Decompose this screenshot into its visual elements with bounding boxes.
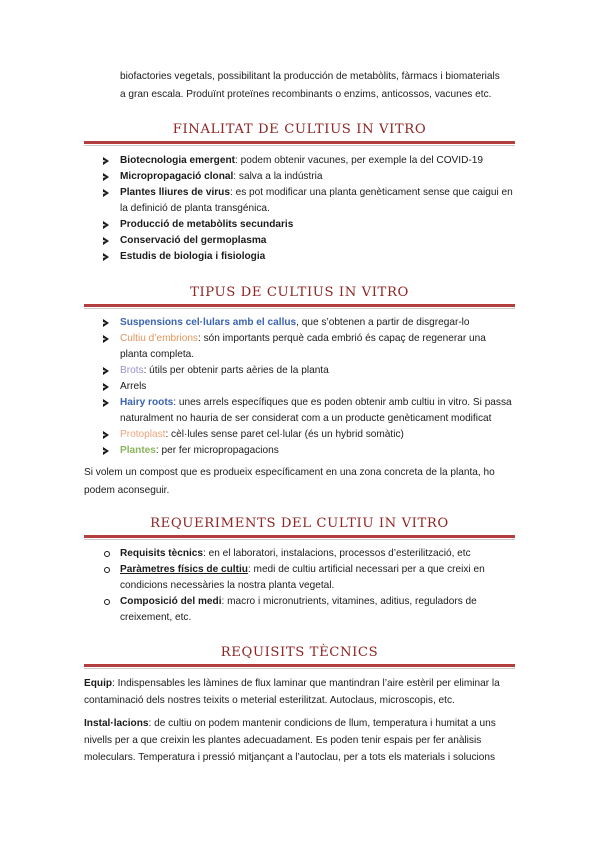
arrow-bullet-icon — [103, 383, 109, 391]
intro-line-2: a gran escala. Produïnt proteïnes recombinants o enzims, anticossos, vacunes etc. — [120, 89, 492, 100]
arrow-bullet-icon — [103, 237, 109, 245]
item-text: , que s’obtenen a partir de disgregar-lo — [296, 317, 470, 328]
arrow-bullet-icon — [103, 173, 109, 181]
item-text: : cèl·lules sense paret cel·lular (és un hybrid somàtic) — [165, 429, 404, 440]
intro-line-1: biofactories vegetals, possibilitant la producción de metabòlits, fàrmacs i biomaterials — [120, 71, 500, 82]
item-text-cont: condicions necessàries la nostra planta vegetal. — [120, 580, 335, 591]
item-label: Cultiu d’embrions — [120, 333, 198, 344]
arrow-bullet-icon — [103, 335, 109, 343]
arrow-bullet-icon — [103, 447, 109, 455]
inst-line-3: moleculars. Temperatura i pressió mitjançant a l’autoclau, per a tots els materials i solucions — [84, 752, 496, 763]
item-text: : salva a la indústria — [233, 171, 323, 182]
item-text: : medi de cultiu artificial necessari per a que creixi en — [247, 564, 485, 575]
item-text: : es pot modificar una planta genèticament sense que caigui en — [229, 187, 513, 198]
item-label: Arrels — [120, 381, 147, 392]
item-label: Brots — [120, 365, 144, 376]
inst-label: Instal·lacions — [84, 718, 149, 729]
equip-text: : Indispensables les làmines de flux laminar que mantindran l’aire estèril per eliminar la — [112, 678, 500, 689]
arrow-bullet-icon — [103, 367, 109, 375]
item-text: : macro i micronutrients, vitamines, aditius, reguladors de — [221, 596, 477, 607]
inst-text: : de cultiu on podem mantenir condicions de llum, temperatura i humitat a uns — [148, 718, 496, 729]
paragraph-line: podem aconseguir. — [84, 485, 170, 496]
arrow-bullet-icon — [103, 253, 109, 261]
inst-line-1 — [84, 717, 496, 731]
heading-rule — [84, 664, 515, 667]
item-text: : en el laboratori, instalacions, processos d’esterilització, etc — [203, 548, 471, 559]
item-label: Paràmetres físics de cultiu — [120, 564, 248, 575]
item-text-cont: planta completa. — [120, 349, 195, 360]
item-text: : podem obtenir vacunes, per exemple la del COVID-19 — [234, 155, 483, 166]
item-label: Estudis de biologia i fisiologia — [120, 251, 266, 262]
heading-requeriments: REQUERIMENTS DEL CULTIU IN VITRO — [150, 516, 449, 531]
heading-finalitat: FINALITAT DE CULTIUS IN VITRO — [172, 122, 427, 137]
item-text: : per fer micropropagacions — [155, 445, 279, 456]
heading-rule — [84, 304, 515, 307]
item-label: Suspensions cel·lulars amb el callus — [120, 317, 297, 328]
equip-line-1 — [84, 677, 500, 691]
item-text: : són importants perquè cada embrió és capaç de regenerar una — [197, 333, 486, 344]
item-text: : unes arrels específiques que es poden obtenir amb cultiu in vitro. Si passa — [173, 397, 512, 408]
arrow-bullet-icon — [103, 399, 109, 407]
item-text-cont: la definició de planta transgénica. — [120, 203, 270, 214]
circle-bullet-icon — [104, 599, 110, 605]
arrow-bullet-icon — [103, 221, 109, 229]
item-label: Requisits tècnics — [120, 548, 204, 559]
heading-rule — [84, 535, 515, 538]
arrow-bullet-icon — [103, 189, 109, 197]
circle-bullet-icon — [104, 551, 110, 557]
item-label: Plantes lliures de virus — [120, 187, 230, 198]
item-label: Micropropagació clonal — [120, 171, 234, 182]
arrow-bullet-icon — [103, 319, 109, 327]
item-label: Biotecnologia emergent — [120, 155, 235, 166]
heading-tipus: TIPUS DE CULTIUS IN VITRO — [190, 285, 409, 300]
item-label: Producció de metabòlits secundaris — [120, 219, 294, 230]
inst-line-2: nivells per a que creixin les plantes adecuadament. Es poden tenir espais per fer anàlisis — [84, 735, 482, 746]
arrow-bullet-icon — [103, 431, 109, 439]
arrow-bullet-icon — [103, 157, 109, 165]
item-label: Plantes — [120, 445, 156, 456]
equip-label: Equip — [84, 678, 113, 689]
item-label: Conservació del germoplasma — [120, 235, 267, 246]
item-label: Protoplast — [120, 429, 166, 440]
item-text-cont: naturalment no hauria de ser considerat com a un producte genèticament modificat — [120, 413, 492, 424]
heading-rule — [84, 141, 515, 144]
item-label: Composició del medi — [120, 596, 222, 607]
circle-bullet-icon — [104, 567, 110, 573]
item-text: : útils per obtenir parts aèries de la planta — [143, 365, 329, 376]
paragraph-line: Si volem un compost que es produeix específicament en una zona concreta de la planta, ho — [84, 467, 495, 478]
item-text-cont: creixement, etc. — [120, 612, 192, 623]
heading-requisits: REQUISITS TÈCNICS — [220, 645, 379, 660]
equip-line-2: contaminació dels nostres teixits o meterial esterilitzat. Autoclaus, microscopis, etc. — [84, 695, 455, 706]
item-label: Hairy roots — [120, 397, 174, 408]
